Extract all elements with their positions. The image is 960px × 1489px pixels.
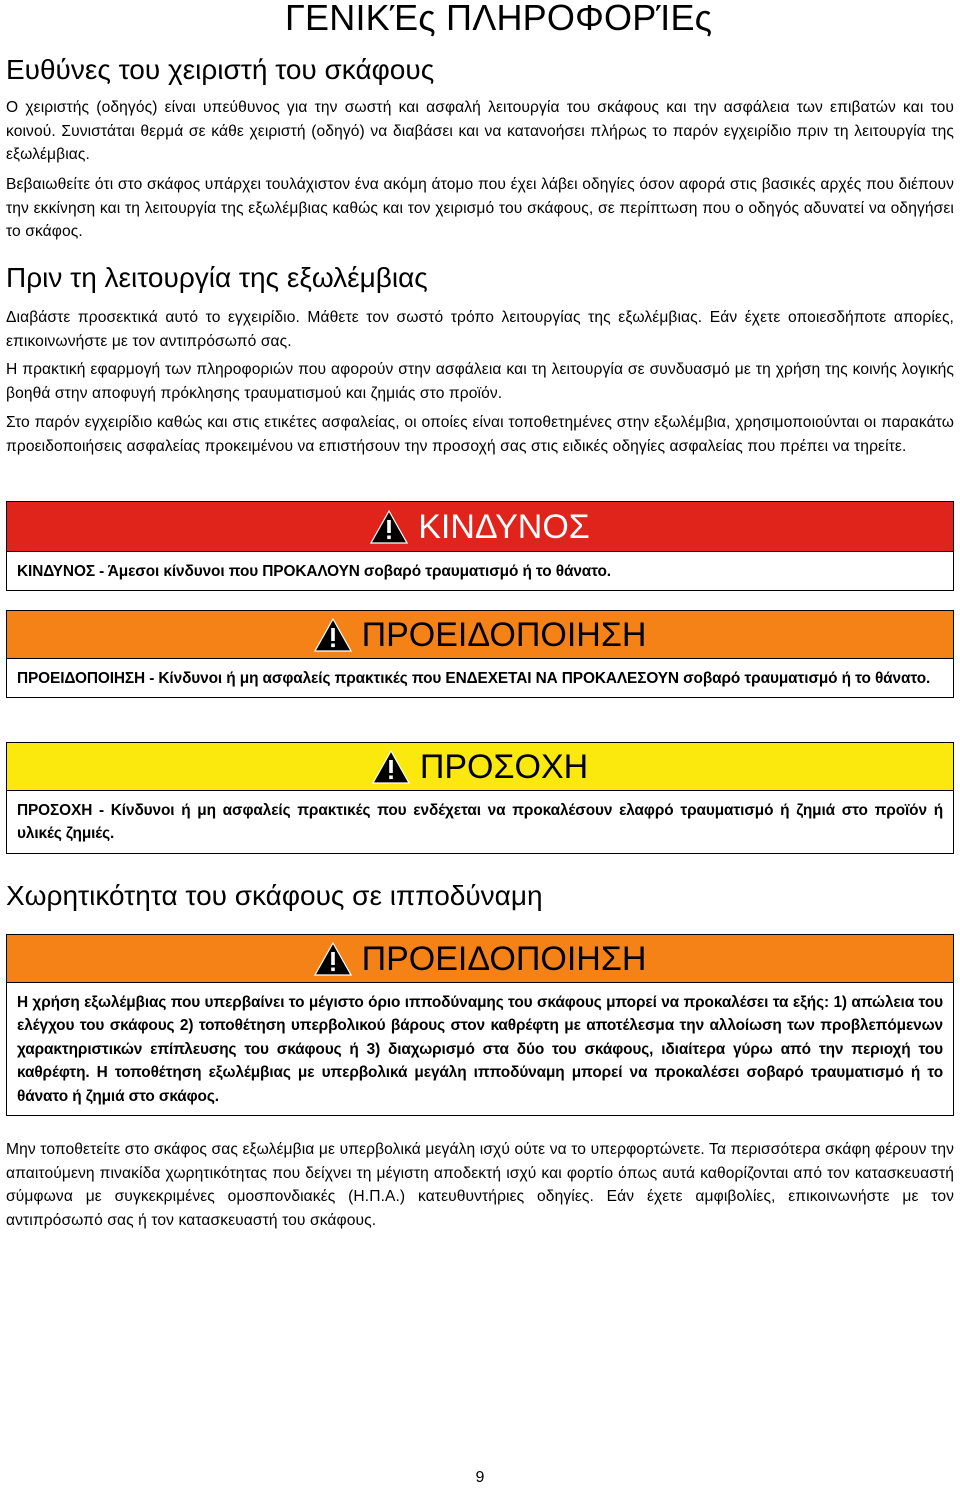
danger-message: ΚΙΝΔΥΝΟΣ - Άμεσοι κίνδυνοι που ΠΡΟΚΑΛΟΥΝ σοβαρό τραυματισμό ή το θάνατο. [17,563,611,580]
warning-triangle-icon [314,942,352,976]
warning-triangle-icon [372,750,410,784]
warning-message: ΠΡΟΕΙΔΟΠΟΙΗΣΗ - Κίνδυνοι ή μη ασφαλείς πρακτικές που ΕΝΔΕΧΕΤΑΙ ΝΑ ΠΡΟΚΑΛΕΣΟΥΝ σοβαρό τραυματισμό ή το θάνατο. [17,670,931,687]
caution-notice [6,742,954,854]
paragraph: Μην τοποθετείτε στο σκάφος σας εξωλέμβια με υπερβολικά μεγάλη ισχύ ούτε να το υπερφορτώνετε. Τα περισσότερα σκάφη φέρουν την απαιτούμενη πινακίδα χωρητικότητας που δείχνει τη μέγιστη αποδεκτή ισχύ και φορτίο όπως αυτά καθορίζονται από τον κατασκευαστή σύμφωνα με συγκεκριμένες ομοσπονδιακές (Η.Π.Α.) κατευθυντήριες οδηγίες. Εάν έχετε αμφιβολίες, επικοινωνήστε με τον αντιπρόσωπό σας ή τον κατασκευαστή του σκάφους. [6,1141,954,1229]
warning-header [7,935,953,983]
paragraph: Διαβάστε προσεκτικά αυτό το εγχειρίδιο. Μάθετε τον σωστό τρόπο λειτουργίας της εξωλέμβιας. Εάν έχετε οποιεσδήποτε απορίες, επικοινωνήστε με τον αντιπρόσωπό σας. [6,309,954,350]
warning-notice [6,610,954,698]
caution-message: ΠΡΟΣΟΧΗ - Κίνδυνοι ή μη ασφαλείς πρακτικές που ενδέχεται να προκαλέσουν ελαφρό τραυματισμό ή ζημιά στο προϊόν ή υλικές ζημιές. [17,802,943,843]
section-heading-before-operation: Πριν τη λειτουργία της εξωλέμβιας [6,262,428,293]
paragraph: Η πρακτική εφαρμογή των πληροφοριών που αφορούν στην ασφάλεια και τη λειτουργία σε συνδυασμό με τη χρήση της κοινής λογικής βοηθά στην αποφυγή πρόκλησης τραυματισμού και ζημιάς στο προϊόν. [6,361,954,402]
warning-title: ΠΡΟΕΙΔΟΠΟΙΗΣΗ [361,615,647,654]
paragraph: Βεβαιωθείτε ότι στο σκάφος υπάρχει τουλάχιστον ένα ακόμη άτομο που έχει λάβει οδηγίες όσον αφορά στις βασικές αρχές που διέπουν την εκκίνηση και τη λειτουργία της εξωλέμβιας καθώς και τον χειρισμό του σκάφους, σε περίπτωση που ο οδηγός αδυνατεί να οδηγήσει το σκάφος. [6,176,954,240]
paragraph: Στο παρόν εγχειρίδιο καθώς και στις ετικέτες ασφαλείας, οι οποίες είναι τοποθετημένες στην εξωλέμβια, χρησιμοποιούνται οι παρακάτω προειδοποιήσεις ασφαλείας προκειμένου να επιστήσουν την προσοχή σας στις ειδικές οδηγίες ασφαλείας που πρέπει να τηρείτε. [6,414,954,455]
horsepower-warning-notice [6,934,954,1116]
danger-title: ΚΙΝΔΥΝΟΣ [418,507,590,546]
page-number: 9 [475,1469,485,1486]
warning-title: ΠΡΟΕΙΔΟΠΟΙΗΣΗ [361,939,647,978]
caution-header [7,743,953,791]
danger-notice [6,501,954,591]
warning-triangle-icon [370,510,408,544]
paragraph: Ο χειριστής (οδηγός) είναι υπεύθυνος για την σωστή και ασφαλή λειτουργία του σκάφους και την ασφάλεια των επιβατών και του κοινού. Συνιστάται θερμά σε κάθε χειριστή (οδηγό) να διαβάσει και να κατανοήσει πλήρως το παρόν εγχειρίδιο πριν τη λειτουργία της εξωλέμβιας. [6,99,954,163]
warning-header [7,611,953,659]
page-title: ΓΕΝΙΚΈς ΠΛΗΡΟΦΟΡΊΕς [285,0,713,38]
section-heading-horsepower-capacity: Χωρητικότητα του σκάφους σε ιπποδύναμη [6,880,543,911]
danger-header [7,502,953,552]
warning-triangle-icon [314,618,352,652]
section-heading-operator-responsibilities: Ευθύνες του χειριστή του σκάφους [6,54,435,85]
horsepower-warning-message: Η χρήση εξωλέμβιας που υπερβαίνει το μέγιστο όριο ιπποδύναμης του σκάφους μπορεί να προκαλέσει τα εξής: 1) απώλεια του ελέγχου του σκάφους 2) τοποθέτηση υπερβολικού βάρους στον καθρέφτη με αποτέλεσμα την αλλοίωση των προβλεπόμενων χαρακτηριστικών επίπλευσης του σκάφους ή 3) διαχωρισμό στα δύο του σκάφους, ιδιαίτερα γύρω από την περιοχή του καθρέφτη. Η τοποθέτηση εξωλέμβιας με υπερβολικά μεγάλη ιπποδύναμη μπορεί να προκαλέσει σοβαρό τραυματισμό ή το θάνατο ή ζημιά στο σκάφος. [17,994,943,1105]
caution-title: ΠΡΟΣΟΧΗ [419,747,589,786]
